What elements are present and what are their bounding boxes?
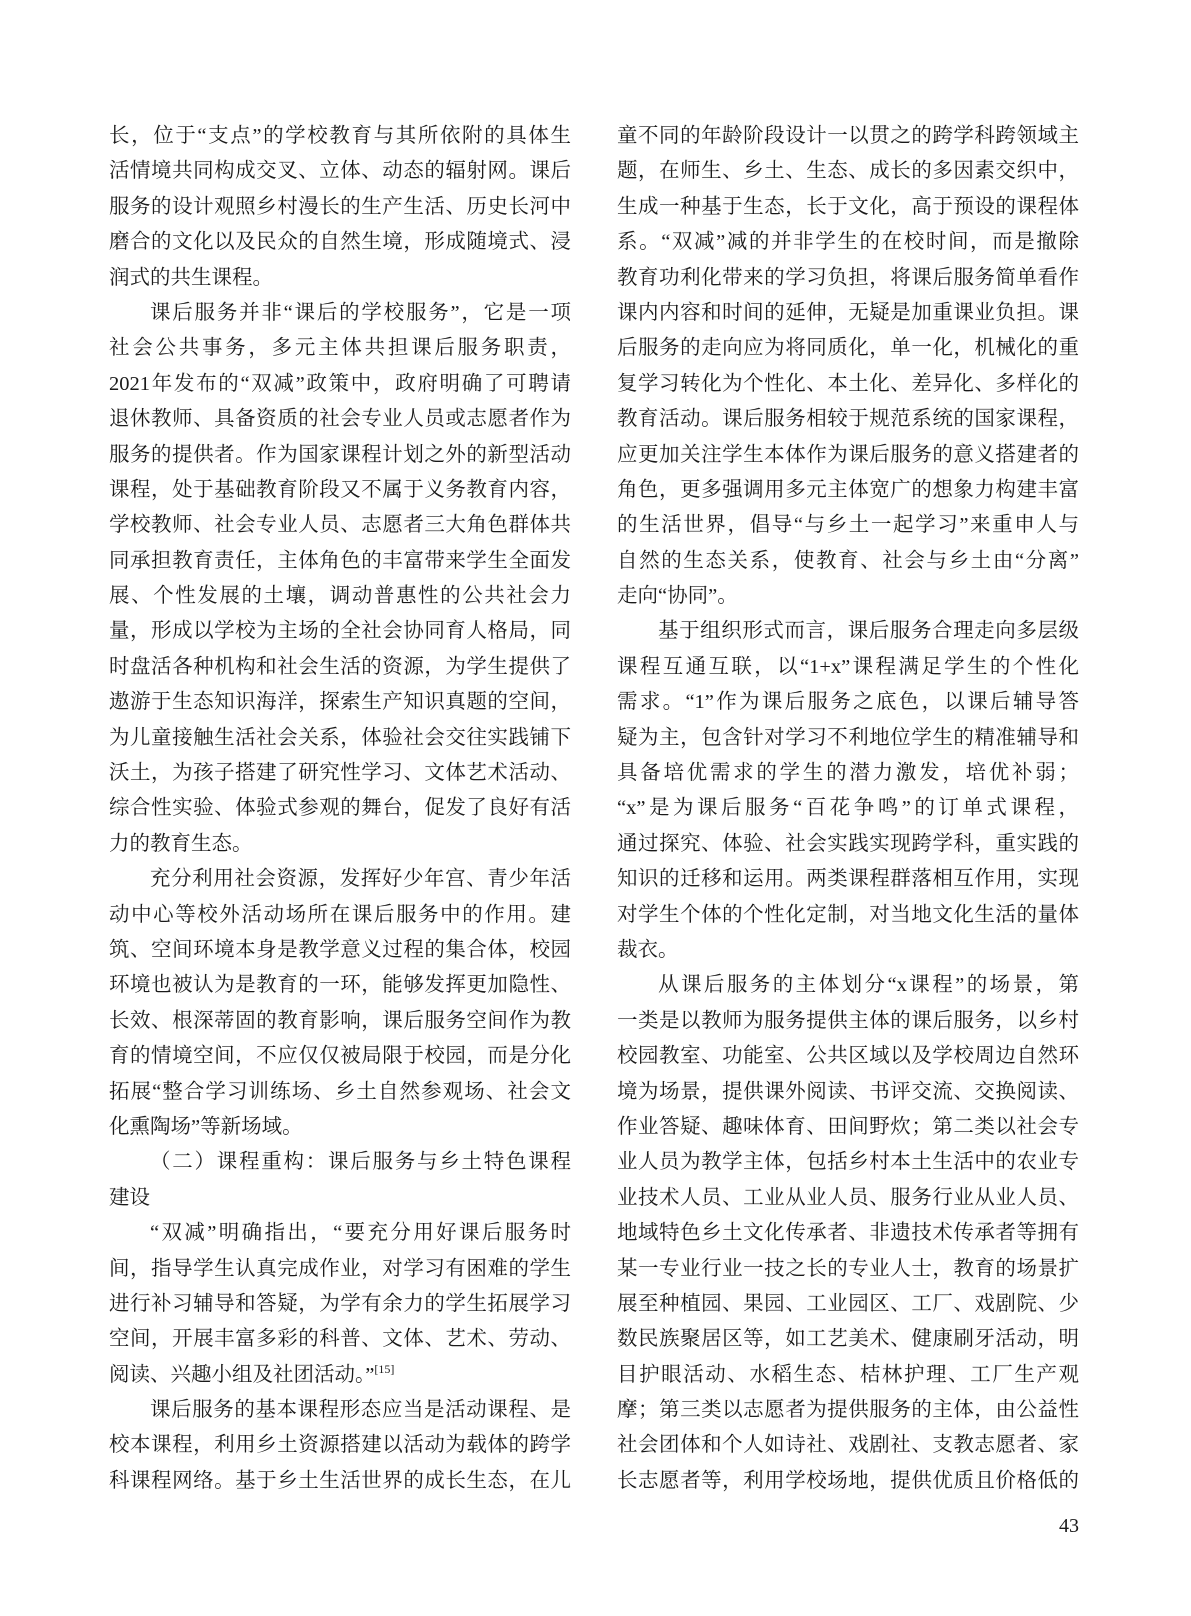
text-line: 筑、空间环境本身是教学意义过程的集合体，校园 — [109, 938, 571, 961]
text-line: 进行补习辅导和答疑，为学有余力的学生拓展学习 — [109, 1292, 571, 1315]
text-line: 校本课程，利用乡土资源搭建以活动为载体的跨学 — [109, 1434, 571, 1457]
text-line: 需求。“1”作为课后服务之底色，以课后辅导答 — [617, 691, 1079, 714]
text-line: 角色，更多强调用多元主体宽广的想象力构建丰富 — [617, 478, 1079, 501]
text-line: 一类是以教师为服务提供主体的课后服务，以乡村 — [617, 1009, 1079, 1032]
left-column — [109, 119, 571, 1499]
text-line: 课程，处于基础教育阶段又不属于义务教育内容， — [109, 478, 571, 501]
text-line: 沃土，为孩子搭建了研究性学习、文体艺术活动、 — [109, 762, 571, 785]
text-line: 裁衣。 — [617, 938, 679, 961]
text-line: 摩；第三类以志愿者为提供服务的主体，由公益性 — [617, 1399, 1079, 1422]
text-line: 拓展“整合学习训练场、乡土自然参观场、社会文 — [109, 1080, 571, 1103]
text-line: 动中心等校外活动场所在课后服务中的作用。建 — [109, 903, 571, 926]
text-line: 社会公共事务，多元主体共担课后服务职责， — [109, 337, 571, 360]
text-line: 的生活世界，倡导“与乡土一起学习”来重申人与 — [617, 514, 1079, 537]
text-line: 校园教室、功能室、公共区域以及学校周边自然环 — [617, 1045, 1079, 1068]
text-line: 力的教育生态。 — [109, 832, 253, 855]
text-line: 阅读、兴趣小组及社团活动。”[15] — [109, 1361, 395, 1386]
text-line: 2021年发布的“双减”政策中，政府明确了可聘请 — [109, 372, 571, 395]
text-line: 课后服务并非“课后的学校服务”，它是一项 — [150, 301, 571, 324]
text-line: 应更加关注学生本体作为课后服务的意义搭建者的 — [617, 443, 1079, 466]
text-line: 量，形成以学校为主场的全社会协同育人格局，同 — [109, 620, 571, 643]
text-line: 化熏陶场”等新场域。 — [109, 1115, 303, 1138]
text-line: 环境也被认为是教育的一环，能够发挥更加隐性、 — [109, 974, 571, 997]
text-line: “双减”明确指出，“要充分用好课后服务时 — [150, 1222, 571, 1245]
text-line: （二）课程重构：课后服务与乡土特色课程 — [150, 1151, 571, 1174]
text-line: 目护眼活动、水稻生态、桔林护理、工厂生产观 — [617, 1363, 1079, 1386]
text-line: 长，位于“支点”的学校教育与其所依附的具体生 — [109, 125, 571, 147]
footnote-reference: [15] — [374, 1361, 395, 1376]
text-line: 系。“双减”减的并非学生的在校时间，而是撤除 — [617, 231, 1079, 254]
text-line: 具备培优需求的学生的潜力激发，培优补弱； — [617, 762, 1079, 785]
text-line: 充分利用社会资源，发挥好少年宫、青少年活 — [150, 868, 571, 891]
text-line: 润式的共生课程。 — [109, 266, 273, 289]
text-line: 社会团体和个人如诗社、戏剧社、支教志愿者、家 — [617, 1434, 1079, 1457]
text-line: 后服务的走向应为将同质化，单一化，机械化的重 — [617, 337, 1079, 360]
text-line: 同承担教育责任，主体角色的丰富带来学生全面发 — [109, 549, 571, 572]
text-line: 地域特色乡土文化传承者、非遗技术传承者等拥有 — [617, 1222, 1079, 1245]
text-line: 科课程网络。基于乡土生活世界的成长生态，在儿 — [109, 1469, 571, 1492]
text-line: 数民族聚居区等，如工艺美术、健康刷牙活动，明 — [617, 1328, 1079, 1351]
text-line: 生成一种基于生态，长于文化，高于预设的课程体 — [617, 195, 1079, 218]
text-line: 服务的提供者。作为国家课程计划之外的新型活动 — [109, 443, 571, 466]
text-line: 业人员为教学主体，包括乡村本土生活中的农业专 — [617, 1151, 1079, 1174]
text-line: 时盘活各种机构和社会生活的资源，为学生提供了 — [109, 655, 571, 678]
text-line: 间，指导学生认真完成作业，对学习有困难的学生 — [109, 1257, 571, 1280]
text-line: 学校教师、社会专业人员、志愿者三大角色群体共 — [109, 514, 571, 537]
text-line: 空间，开展丰富多彩的科普、文体、艺术、劳动、 — [109, 1328, 571, 1351]
text-line: 磨合的文化以及民众的自然生境，形成随境式、浸 — [109, 231, 571, 254]
text-line: 对学生个体的个性化定制，对当地文化生活的量体 — [617, 903, 1079, 926]
text-line: 知识的迁移和运用。两类课程群落相互作用，实现 — [617, 868, 1079, 891]
text-line: 服务的设计观照乡村漫长的生产生活、历史长河中 — [109, 195, 571, 218]
text-line: 综合性实验、体验式参观的舞台，促发了良好有活 — [109, 797, 571, 820]
text-line: 疑为主，包含针对学习不利地位学生的精准辅导和 — [617, 726, 1079, 749]
text-line: 育的情境空间，不应仅仅被局限于校园，而是分化 — [109, 1045, 571, 1068]
page-number: 43 — [1059, 1515, 1079, 1537]
text-line: 通过探究、体验、社会实践实现跨学科，重实践的 — [617, 832, 1079, 855]
text-line: 童不同的年龄阶段设计一以贯之的跨学科跨领域主 — [617, 125, 1079, 147]
right-column — [617, 119, 1079, 1499]
text-line: 长效、根深蒂固的教育影响，课后服务空间作为教 — [109, 1009, 571, 1032]
text-line: 基于组织形式而言，课后服务合理走向多层级 — [658, 620, 1079, 643]
text-line: 某一专业行业一技之长的专业人士，教育的场景扩 — [617, 1257, 1079, 1280]
text-line: 复学习转化为个性化、本土化、差异化、多样化的 — [617, 372, 1079, 395]
text-line: 建设 — [109, 1186, 150, 1209]
text-line: 活情境共同构成交叉、立体、动态的辐射网。课后 — [109, 160, 571, 183]
text-line: 展、个性发展的土壤，调动普惠性的公共社会力 — [109, 585, 571, 608]
text-line: 教育活动。课后服务相较于规范系统的国家课程， — [617, 408, 1079, 431]
text-line: 长志愿者等，利用学校场地，提供优质且价格低的 — [617, 1469, 1079, 1492]
text-line: 自然的生态关系，使教育、社会与乡土由“分离” — [617, 549, 1079, 572]
text-line: 展至种植园、果园、工业园区、工厂、戏剧院、少 — [617, 1292, 1079, 1315]
text-line: 课程互通互联，以“1+x”课程满足学生的个性化 — [617, 655, 1079, 678]
text-line: 退休教师、具备资质的社会专业人员或志愿者作为 — [109, 408, 571, 431]
text-line: 从课后服务的主体划分“x课程”的场景，第 — [658, 974, 1079, 997]
text-line: 业技术人员、工业从业人员、服务行业从业人员、 — [617, 1186, 1079, 1209]
text-line: “x”是为课后服务“百花争鸣”的订单式课程， — [617, 797, 1079, 820]
text-line: 为儿童接触生活社会关系，体验社会交往实践铺下 — [109, 726, 571, 749]
text-line: 走向“协同”。 — [617, 585, 738, 608]
text-line: 教育功利化带来的学习负担，将课后服务简单看作 — [617, 266, 1079, 289]
text-line: 课内内容和时间的延伸，无疑是加重课业负担。课 — [617, 301, 1079, 324]
text-line: 境为场景，提供课外阅读、书评交流、交换阅读、 — [617, 1080, 1079, 1103]
text-line: 遨游于生态知识海洋，探索生产知识真题的空间， — [109, 691, 571, 714]
text-line: 课后服务的基本课程形态应当是活动课程、是 — [150, 1399, 571, 1422]
text-line: 题，在师生、乡土、生态、成长的多因素交织中， — [617, 160, 1079, 183]
text-line: 作业答疑、趣味体育、田间野炊；第二类以社会专 — [617, 1115, 1079, 1138]
